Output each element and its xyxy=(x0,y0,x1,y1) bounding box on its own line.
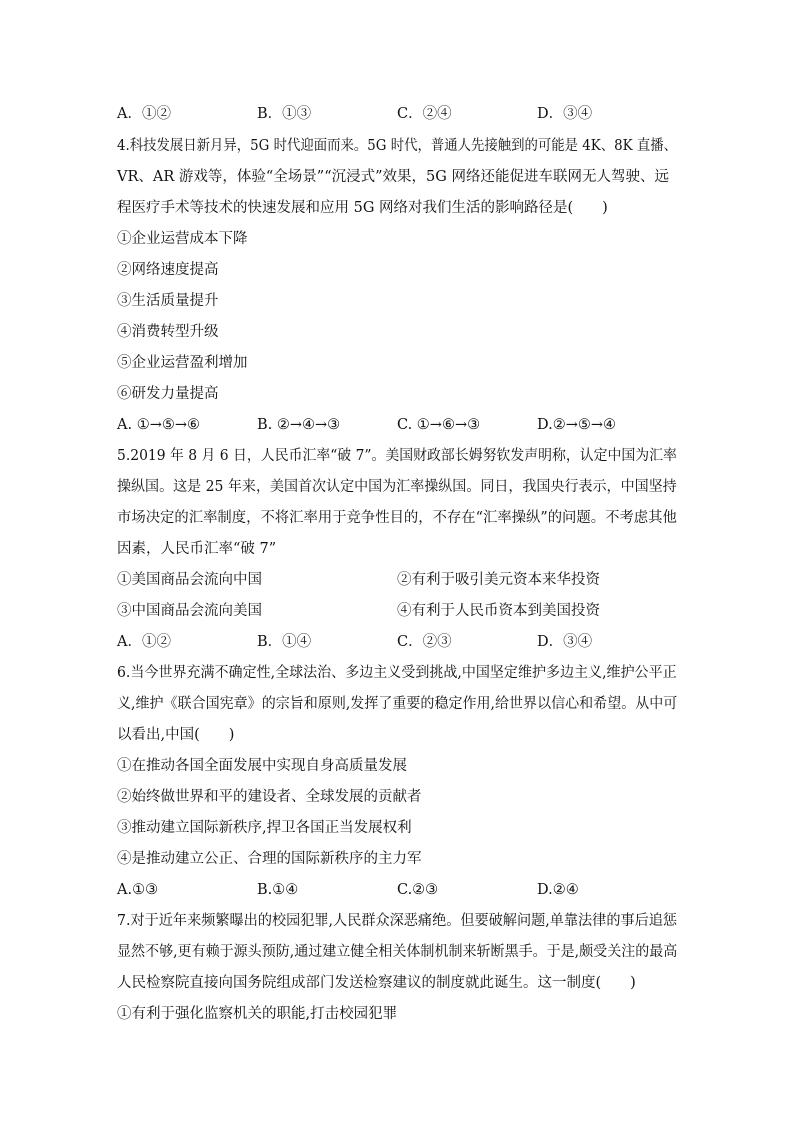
q3-option-d: D．③④ xyxy=(537,106,593,122)
q4-item-5: ⑤企业运营盈利增加 xyxy=(117,355,248,371)
q3-options xyxy=(117,104,677,124)
q6-option-b: B.①④ xyxy=(257,882,299,898)
q5-stem-line-1: 5.2019 年 8 月 6 日，人民币汇率“破 7”。美国财政部长姆努钦发声明称，认定中国为汇率 xyxy=(117,448,677,464)
q6-stem-line-1: 6.当今世界充满不确定性,全球法治、多边主义受到挑战,中国坚定维护多边主义,维护公平正 xyxy=(117,665,677,681)
q4-item-2: ②网络速度提高 xyxy=(117,262,219,278)
q6-stem-line-2: 义,维护《联合国宪章》的宗旨和原则,发挥了重要的稳定作用,给世界以信心和希望。从中可 xyxy=(117,696,678,712)
q6-option-c: C.②③ xyxy=(397,882,439,898)
q4-option-d: D.②→⑤→④ xyxy=(537,417,617,433)
q5-item-3: ③中国商品会流向美国 xyxy=(117,603,262,619)
q5-option-a: A．①② xyxy=(117,634,171,650)
q4-item-6: ⑥研发力量提高 xyxy=(117,386,219,402)
q5-options xyxy=(117,632,677,652)
q3-option-c: C．②④ xyxy=(397,106,452,122)
q4-option-a: A. ①→⑤→⑥ xyxy=(117,417,200,433)
q4-stem-line-3: 程医疗手术等技术的快速发展和应用 5G 网络对我们生活的影响路径是( ) xyxy=(117,200,608,216)
q4-stem-line-1: 4.科技发展日新月异，5G 时代迎面而来。5G 时代，普通人先接触到的可能是 4K、8K 直播、 xyxy=(117,138,678,154)
q5-stem-line-4: 因素，人民币汇率“破 7” xyxy=(117,541,277,557)
q5-items-row-2 xyxy=(117,601,677,621)
q5-item-4: ④有利于人民币资本到美国投资 xyxy=(397,603,600,619)
q6-item-4: ④是推动建立公正、合理的国际新秩序的主力军 xyxy=(117,851,422,867)
q5-item-1: ①美国商品会流向中国 xyxy=(117,572,262,588)
q4-stem-line-2: VR、AR 游戏等，体验“全场景”“沉浸式”效果，5G 网络还能促进车联网无人驾驶、远 xyxy=(117,169,669,185)
q4-options xyxy=(117,415,677,435)
q5-items-row-1 xyxy=(117,570,677,590)
q7-stem-line-3: 人民检察院直接向国务院组成部门发送检察建议的制度就此诞生。这一制度( ) xyxy=(117,975,636,991)
q4-item-4: ④消费转型升级 xyxy=(117,324,219,340)
q4-option-b: B. ②→④→③ xyxy=(257,417,341,433)
q5-option-c: C．②③ xyxy=(397,634,452,650)
q6-option-a: A.①③ xyxy=(117,882,159,898)
q6-item-2: ②始终做世界和平的建设者、全球发展的贡献者 xyxy=(117,789,422,805)
q4-item-3: ③生活质量提升 xyxy=(117,293,219,309)
q6-item-1: ①在推动各国全面发展中实现自身高质量发展 xyxy=(117,758,407,774)
q7-stem-line-2: 显然不够,更有赖于源头预防,通过建立健全相关体制机制来斩断黑手。于是,颇受关注的最高 xyxy=(117,944,678,960)
q7-stem-line-1: 7.对于近年来频繁曝出的校园犯罪,人民群众深恶痛绝。但要破解问题,单靠法律的事后追惩 xyxy=(117,913,678,929)
q5-option-d: D．③④ xyxy=(537,634,593,650)
q7-item-1: ①有利于强化监察机关的职能,打击校园犯罪 xyxy=(117,1006,398,1022)
q4-option-c: C. ①→⑥→③ xyxy=(397,417,481,433)
q3-option-b: B．①③ xyxy=(257,106,312,122)
q5-stem-line-3: 市场决定的汇率制度，不将汇率用于竞争性目的，不存在“汇率操纵”的问题。不考虑其他 xyxy=(117,510,677,526)
q5-option-b: B．①④ xyxy=(257,634,312,650)
q6-item-3: ③推动建立国际新秩序,捍卫各国正当发展权利 xyxy=(117,820,412,836)
q6-option-d: D.②④ xyxy=(537,882,579,898)
q5-item-2: ②有利于吸引美元资本来华投资 xyxy=(397,572,600,588)
q4-item-1: ①企业运营成本下降 xyxy=(117,231,248,247)
q3-option-a: A．①② xyxy=(117,106,171,122)
q6-options xyxy=(117,880,677,900)
q5-stem-line-2: 操纵国。这是 25 年来，美国首次认定中国为汇率操纵国。同日，我国央行表示，中国坚持 xyxy=(117,479,677,495)
q6-stem-line-3: 以看出,中国( ) xyxy=(117,727,235,743)
